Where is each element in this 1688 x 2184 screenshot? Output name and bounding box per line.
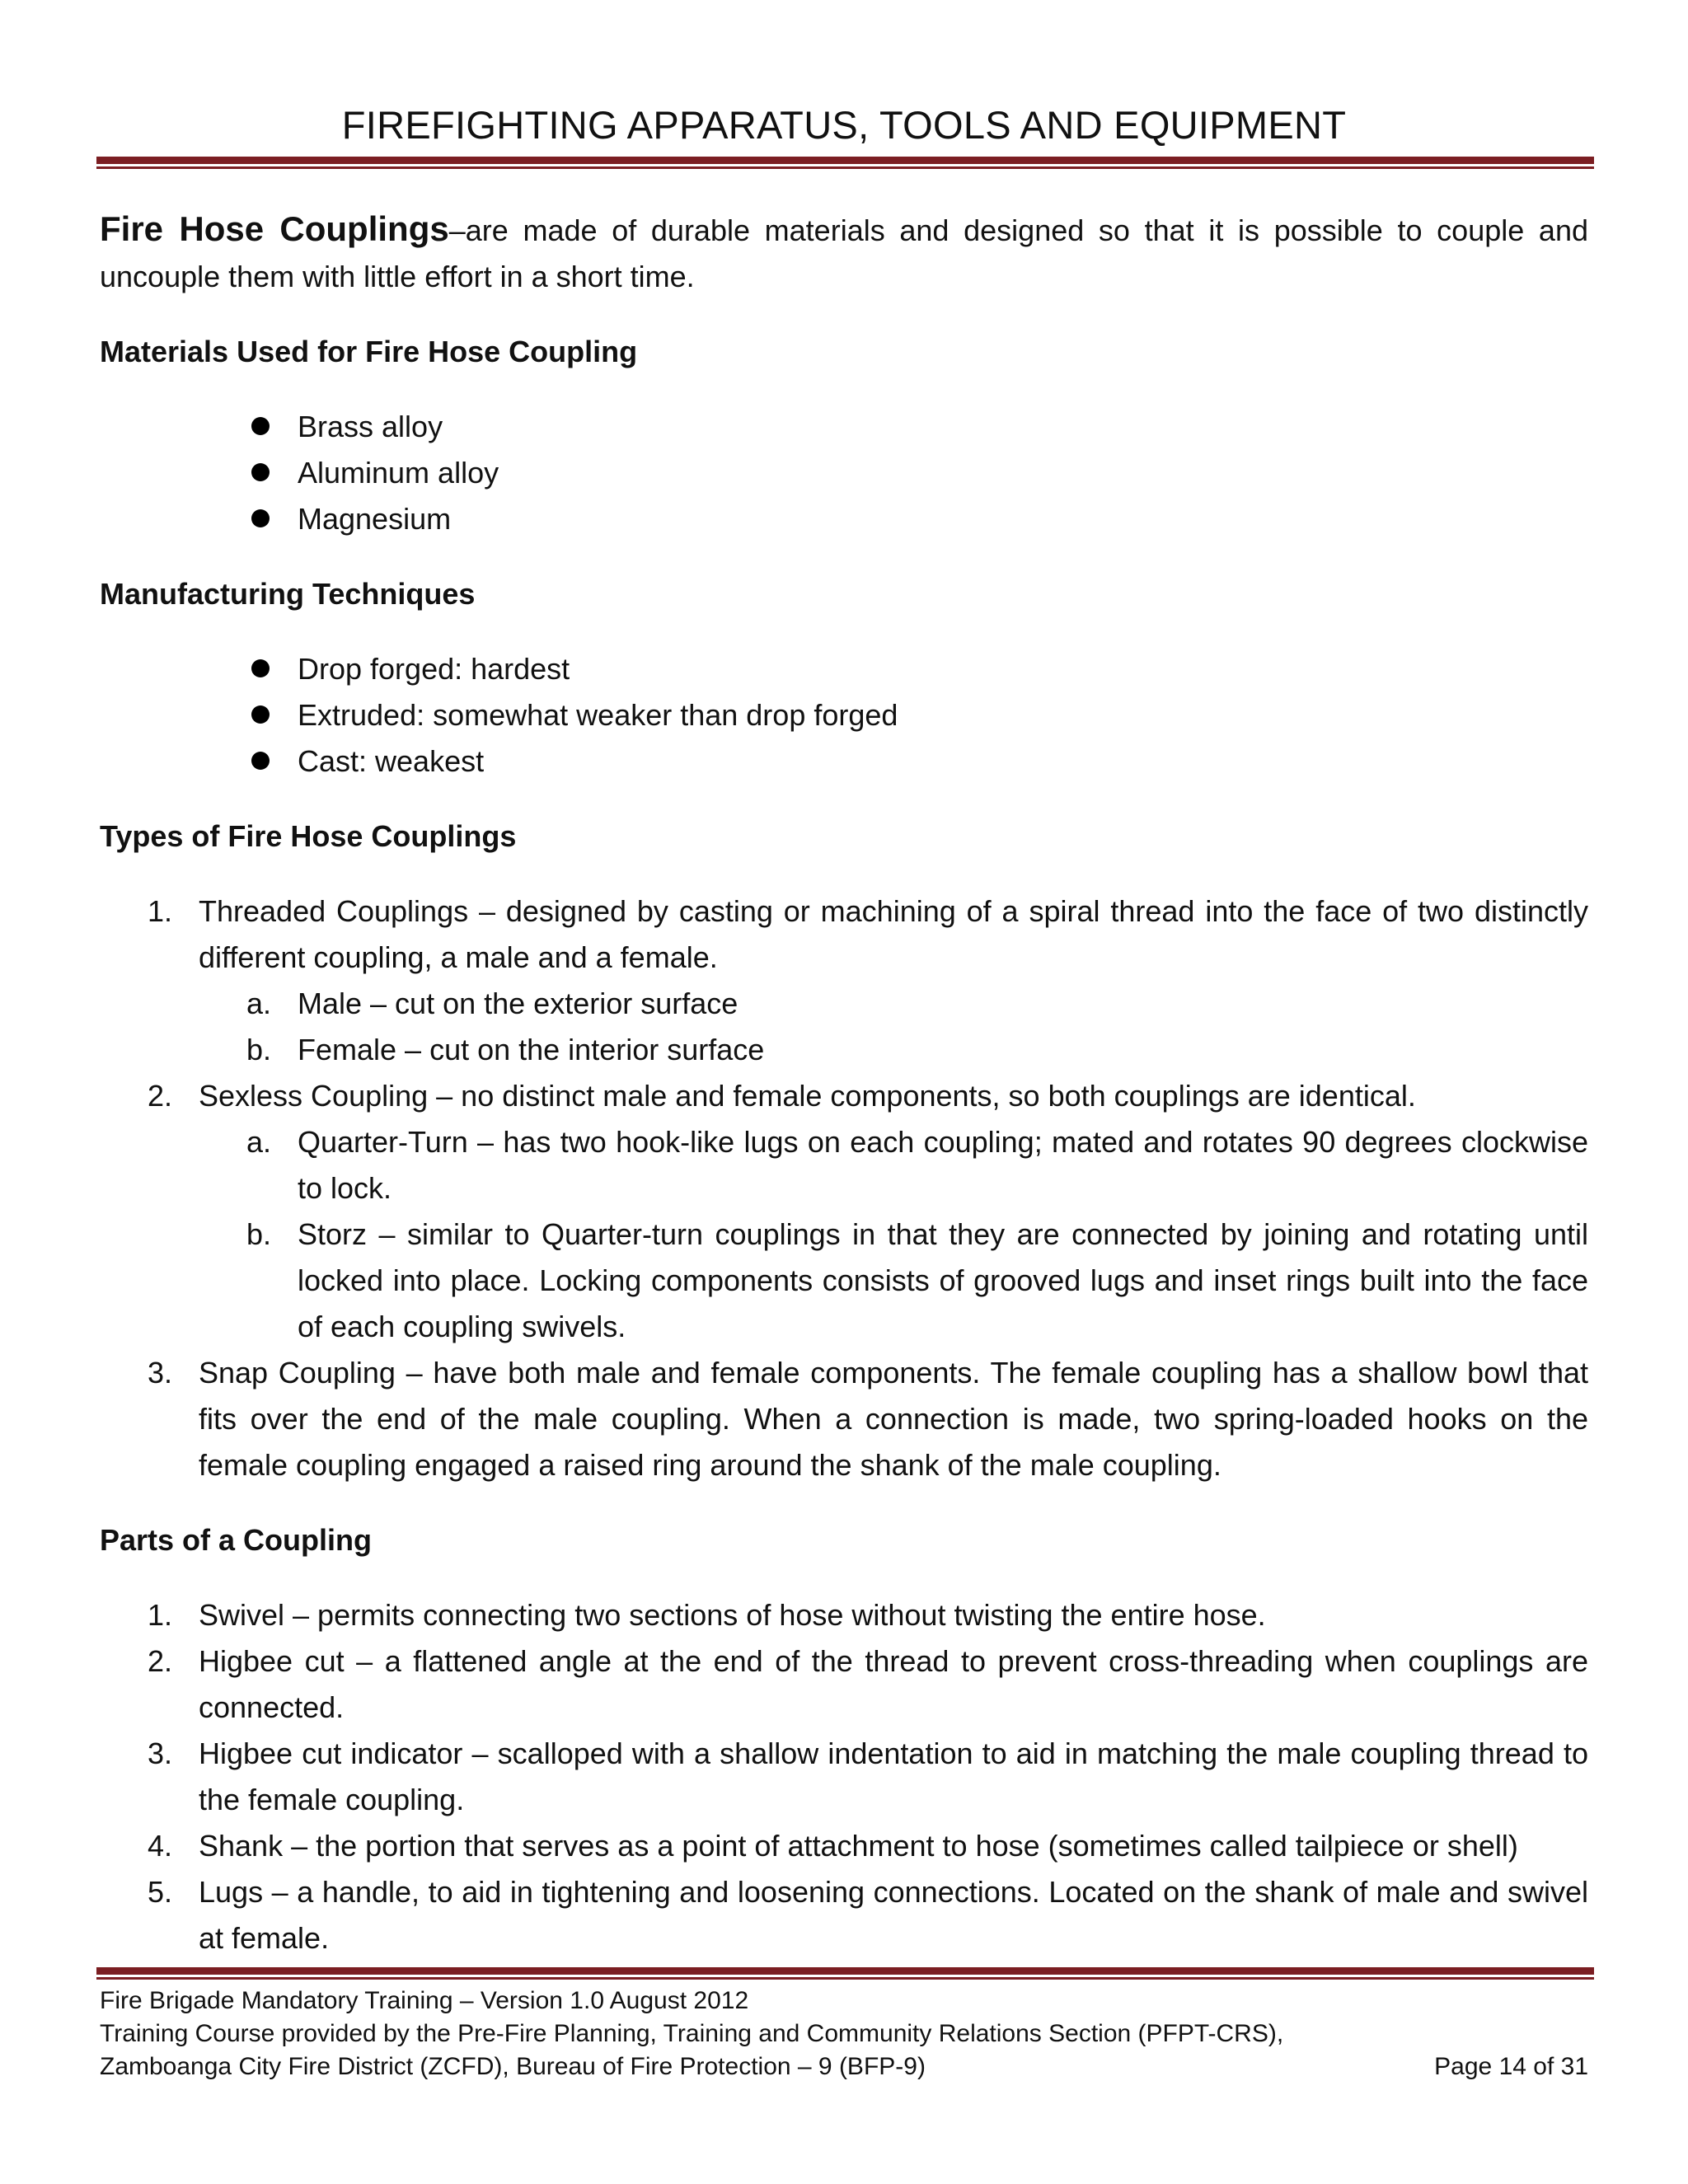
bullet-icon (251, 417, 270, 435)
parts-heading: Parts of a Coupling (100, 1523, 373, 1557)
list-item: 2. Sexless Coupling – no distinct male and female components, so both couplings are identical. a. Quarter-Turn – has two hook-like lugs on each coupling; mated and rotates 90 degrees clockwise to lock. b. Storz – similar to Quarter-turn couplings in that they are connected by joining and rotating until locked into place. Locking components consists of grooved lugs and inset rings built into the face of each coupling swivels. (100, 1073, 1588, 1350)
sub-list-item: a. Male – cut on the exterior surface (246, 987, 738, 1020)
footer-line-3: Zamboanga City Fire District (ZCFD), Bureau of Fire Protection – 9 (BFP-9) (100, 2053, 926, 2080)
bullet-icon (251, 659, 270, 677)
list-item: Drop forged: hardest (100, 646, 1588, 692)
sub-list-item: a. Quarter-Turn – has two hook-like lugs on each coupling; mated and rotates 90 degrees clockwise to lock. (246, 1125, 1588, 1205)
bullet-icon (251, 705, 270, 724)
types-list (100, 888, 1588, 1488)
sub-list-item: b. Storz – similar to Quarter-turn couplings in that they are connected by joining and rotating until locked into place. Locking components consists of grooved lugs and inset rings built into the face of each coupling swivels. (246, 1217, 1588, 1343)
list-item: 4. Shank – the portion that serves as a point of attachment to hose (sometimes called tailpiece or shell) (148, 1829, 1518, 1863)
footer-line-2: Training Course provided by the Pre-Fire Planning, Training and Community Relations Section (PFPT-CRS), (100, 2020, 1284, 2047)
list-item: 2. Higbee cut – a flattened angle at the end of the thread to prevent cross-threading when couplings are connected. (148, 1644, 1588, 1724)
materials-list (100, 404, 1588, 542)
list-item: 1. Threaded Couplings – designed by casting or machining of a spiral thread into the face of two distinctly different coupling, a male and a female. a. Male – cut on the exterior surface b. Female – cut on the interior surface (100, 888, 1588, 1073)
list-item: 3. Snap Coupling – have both male and female components. The female coupling has a shallow bowl that fits over the end of the male coupling. When a connection is made, two spring-loaded hooks on the female coupling engaged a raised ring around the shank of the male coupling. (148, 1356, 1588, 1482)
sub-list-item: b. Female – cut on the interior surface (246, 1033, 765, 1066)
document-body (100, 206, 1588, 1961)
bullet-icon (251, 463, 270, 481)
header-rule (96, 157, 1594, 169)
page-header-title: FIREFIGHTING APPARATUS, TOOLS AND EQUIPMENT (341, 103, 1347, 147)
parts-list (100, 1592, 1588, 1961)
types-heading: Types of Fire Hose Couplings (100, 819, 517, 853)
intro-paragraph (100, 206, 1588, 300)
footer-rule (96, 1967, 1594, 1980)
intro-term: Fire Hose Couplings (100, 209, 449, 248)
list-item: Cast: weakest (100, 738, 1588, 785)
list-item: 5. Lugs – a handle, to aid in tightening and loosening connections. Located on the shank of male and swivel at female. (148, 1875, 1588, 1955)
list-item: Aluminum alloy (100, 450, 1588, 496)
manufacturing-heading: Manufacturing Techniques (100, 577, 476, 611)
footer-line-1: Fire Brigade Mandatory Training – Version 1.0 August 2012 (100, 1987, 749, 2014)
list-item: 3. Higbee cut indicator – scalloped with a shallow indentation to aid in matching the male coupling thread to the female coupling. (148, 1736, 1588, 1816)
page-footer (100, 1985, 1588, 2083)
bullet-icon (251, 509, 270, 527)
list-item: Brass alloy (100, 404, 1588, 450)
list-item: 1. Swivel – permits connecting two sections of hose without twisting the entire hose. (148, 1598, 1266, 1632)
intro-text: –are made of durable materials and designed so that it is possible to couple and uncouple them with little effort in a short time. (100, 213, 1588, 293)
sub-list (199, 1119, 1588, 1350)
page-number: Page 14 of 31 (1434, 2053, 1588, 2080)
list-item: Extruded: somewhat weaker than drop forged (100, 692, 1588, 738)
sub-list (199, 981, 1588, 1073)
bullet-icon (251, 752, 270, 770)
manufacturing-list (100, 646, 1588, 785)
materials-heading: Materials Used for Fire Hose Coupling (100, 335, 638, 368)
list-item: Magnesium (100, 496, 1588, 542)
